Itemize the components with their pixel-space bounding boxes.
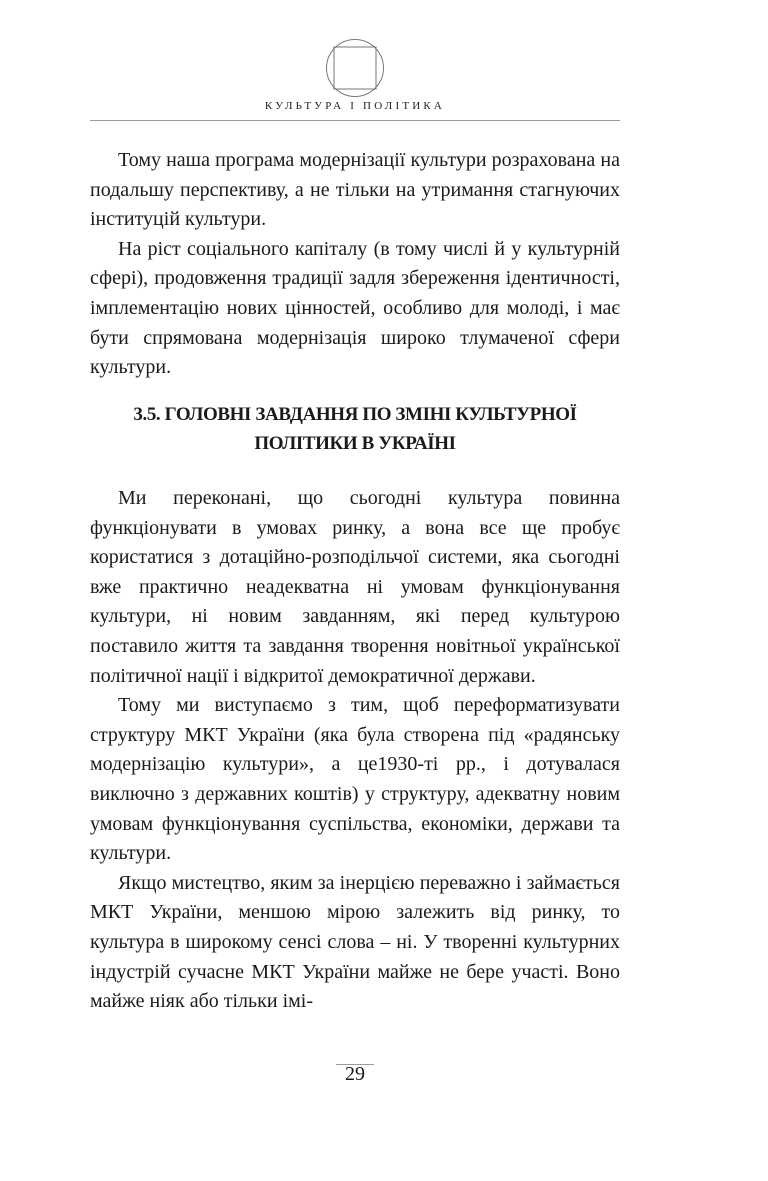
section-heading: 3.5. ГОЛОВНІ ЗАВДАННЯ ПО ЗМІНІ КУЛЬТУРНОЇ ПОЛІТИКИ В УКРАЇНІ xyxy=(133,404,577,454)
running-header-title: КУЛЬТУРА І ПОЛІТИКА xyxy=(264,100,446,112)
paragraph: Якщо мистецтво, яким за інерцією переважно і займається МКТ України, меншою мірою залежить від ринку, то культура в широкому сенсі слова – ні. У творенні культурних індустрій сучасне МКТ України майже не бере участі. Воно майже ніяк або тільки імі- xyxy=(90,871,620,1013)
section-text xyxy=(90,484,620,1017)
paragraph: На ріст соціального капіталу (в тому числі й у культурній сфері), продовження традиції задля збереження ідентичності, імплементацію нових цінностей, особливо для молоді, і має бути спрямована модернізація широко тлумаченої сфери культури. xyxy=(90,237,620,379)
header-divider xyxy=(90,120,620,121)
paragraph: Тому наша програма модернізації культури розрахована на подальшу перспективу, а не тільки на утримання стагнуючих інституцій культури. xyxy=(90,149,620,231)
page-number: 29 xyxy=(345,1063,365,1085)
paragraph: Тому ми виступаємо з тим, щоб переформатизувати структуру МКТ України (яка була створена під «радянську модернізацію культури», а це1930-ті рр., і дотувалася виключно з державних коштів) у структуру, адекватну новим умовам функціонування суспільства, економіки, держави та культури. xyxy=(90,694,620,865)
circle-square-emblem-icon xyxy=(325,38,385,98)
paragraph: Ми переконані, що сьогодні культура повинна функціонувати в умовах ринку, а вона все ще пробує користатися з дотаційно-розподільчої системи, яка сьогодні вже практично неадекватна ні умовам функціонування культури, ні новим завданням, які перед культурою поставило життя та завдання творення новітньої української політичної нації і відкритої демократичної держави. xyxy=(90,487,620,687)
intro-text xyxy=(90,146,620,383)
